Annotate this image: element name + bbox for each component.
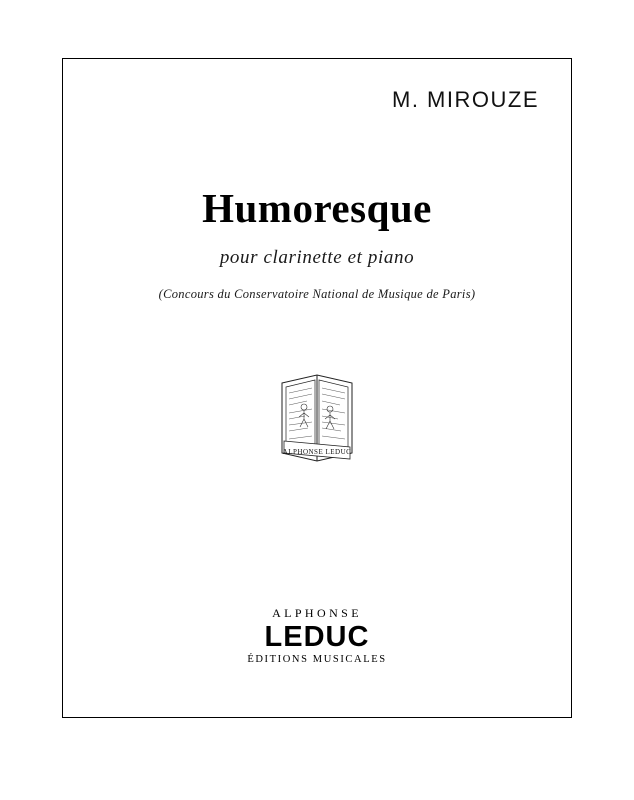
publisher-vignette-illustration — [274, 369, 360, 469]
svg-text:ALPHONSE LEDUC: ALPHONSE LEDUC — [282, 448, 352, 456]
publisher-name-top: ALPHONSE — [272, 606, 362, 621]
instrumentation-subtitle: pour clarinette et piano — [219, 247, 415, 268]
competition-note: (Concours du Conservatoire National de Musique de Paris) — [158, 287, 476, 301]
cover-border-frame — [62, 58, 572, 718]
publisher-tagline: ÉDITIONS MUSICALES — [247, 654, 387, 665]
composer-name: M. MIROUZE — [392, 87, 539, 112]
publisher-imprint — [63, 607, 571, 665]
publisher-name-main: LEDUC — [264, 620, 370, 653]
page-title: Humoresque — [202, 185, 432, 231]
